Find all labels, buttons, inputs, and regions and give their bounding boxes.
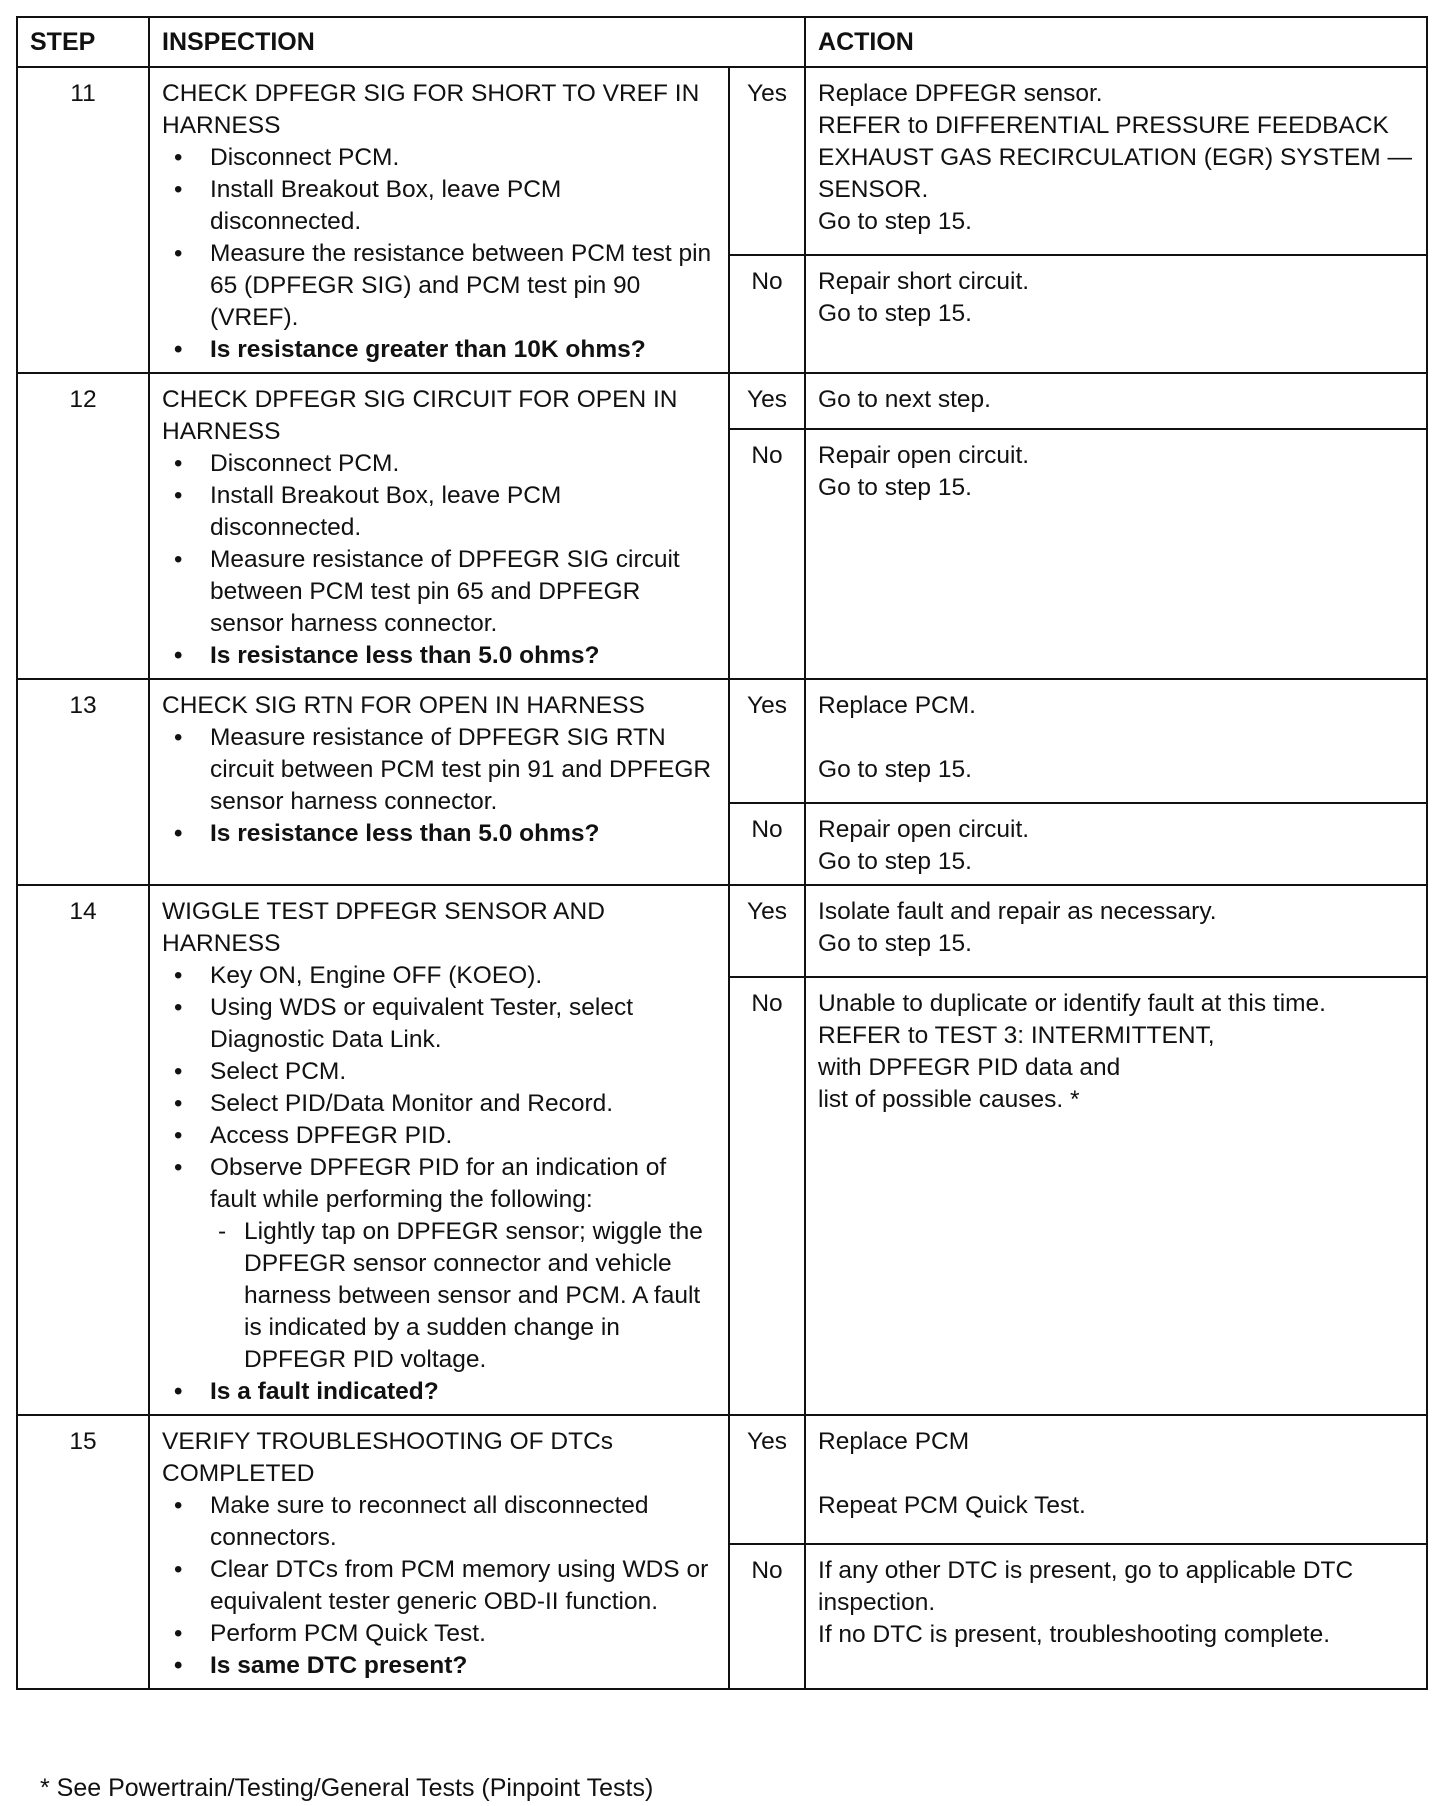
no-action: [805, 1544, 1427, 1689]
inspection-title: CHECK SIG RTN FOR OPEN IN HARNESS: [162, 692, 645, 719]
inspection-bullet: • Disconnect PCM.: [162, 142, 716, 174]
inspection-bullet: • Make sure to reconnect all disconnected connectors.: [162, 1490, 716, 1554]
inspection-bullet: • Install Breakout Box, leave PCM disconnected.: [162, 480, 716, 544]
inspection-sub-bullet: - Lightly tap on DPFEGR sensor; wiggle the DPFEGR sensor connector and vehicle harness between sensor and PCM. A fault is indicated by a sudden change in DPFEGR PID voltage.: [210, 1216, 716, 1376]
footnote: * See Powertrain/Testing/General Tests (Pinpoint Tests): [40, 1774, 654, 1802]
action-line: Repeat PCM Quick Test.: [818, 1492, 1086, 1519]
step-row: [17, 885, 1427, 977]
inspection-cell: [149, 679, 729, 885]
sub-steps: [210, 1216, 716, 1376]
inspection-column-header: INSPECTION: [149, 17, 805, 67]
inspection-question: • Is resistance greater than 10K ohms?: [162, 334, 716, 366]
inspection-question: • Is a fault indicated?: [162, 1376, 716, 1408]
no-action: [805, 255, 1427, 373]
no-label: No: [729, 803, 805, 885]
no-action: [805, 803, 1427, 885]
yes-action: [805, 1415, 1427, 1544]
yes-label: Yes: [729, 67, 805, 255]
action-line: Go to step 15.: [818, 848, 972, 875]
step-number: 15: [17, 1415, 149, 1689]
action-line: Replace PCM.: [818, 692, 976, 719]
no-action: [805, 977, 1427, 1415]
inspection-bullet: • Install Breakout Box, leave PCM disconnected.: [162, 174, 716, 238]
inspection-question: • Is resistance less than 5.0 ohms?: [162, 818, 716, 850]
action-line: Go to step 15.: [818, 930, 972, 957]
action-line: REFER to DIFFERENTIAL PRESSURE FEEDBACK EXHAUST GAS RECIRCULATION (EGR) SYSTEM — SENSOR.: [818, 112, 1412, 203]
inspection-bullet: • Measure resistance of DPFEGR SIG circuit between PCM test pin 65 and DPFEGR sensor harness connector.: [162, 544, 716, 640]
inspection-bullet: • Clear DTCs from PCM memory using WDS or equivalent tester generic OBD-II function.: [162, 1554, 716, 1618]
no-label: No: [729, 1544, 805, 1689]
action-line: Unable to duplicate or identify fault at this time.: [818, 989, 1326, 1017]
step-column-header: STEP: [17, 17, 149, 67]
inspection-question: • Is same DTC present?: [162, 1650, 716, 1682]
action-line: list of possible causes. *: [818, 1085, 1080, 1113]
action-line: Repair open circuit.: [818, 816, 1030, 843]
yes-action: [805, 67, 1427, 255]
action-line: Isolate fault and repair as necessary.: [818, 898, 1217, 925]
step-number: 11: [17, 67, 149, 373]
no-action: [805, 429, 1427, 679]
action-line: If any other DTC is present, go to applicable DTC inspection.: [818, 1556, 1354, 1616]
step-number: 12: [17, 373, 149, 679]
action-line: If no DTC is present, troubleshooting complete.: [818, 1620, 1331, 1648]
inspection-title: VERIFY TROUBLESHOOTING OF DTCs COMPLETED: [162, 1428, 614, 1487]
action-line: Go to step 15.: [818, 473, 972, 501]
action-line: [818, 1458, 1414, 1490]
inspection-title: CHECK DPFEGR SIG CIRCUIT FOR OPEN IN HARNESS: [162, 386, 678, 445]
inspection-question: • Is resistance less than 5.0 ohms?: [162, 640, 716, 672]
step-row: [17, 1415, 1427, 1544]
inspection-steps: [162, 722, 716, 850]
action-line: with DPFEGR PID data and: [818, 1053, 1121, 1081]
yes-action: [805, 885, 1427, 977]
inspection-cell: [149, 885, 729, 1415]
header-row: [17, 17, 1427, 67]
action-line: Repair open circuit.: [818, 441, 1030, 469]
inspection-bullet: • Measure resistance of DPFEGR SIG RTN circuit between PCM test pin 91 and DPFEGR sensor harness connector.: [162, 722, 716, 818]
table-body: [17, 67, 1427, 1689]
inspection-title: WIGGLE TEST DPFEGR SENSOR AND HARNESS: [162, 898, 605, 957]
action-line: Go to step 15.: [818, 756, 972, 783]
action-line: REFER to TEST 3: INTERMITTENT,: [818, 1021, 1215, 1049]
inspection-title: CHECK DPFEGR SIG FOR SHORT TO VREF IN HARNESS: [162, 80, 700, 139]
inspection-steps: [162, 1490, 716, 1682]
inspection-cell: [149, 1415, 729, 1689]
inspection-bullet: • Observe DPFEGR PID for an indication of fault while performing the following:: [162, 1152, 716, 1216]
yes-label: Yes: [729, 885, 805, 977]
action-column-header: ACTION: [805, 17, 1427, 67]
no-label: No: [729, 429, 805, 679]
inspection-bullet: • Disconnect PCM.: [162, 448, 716, 480]
action-line: [818, 722, 1414, 754]
action-line: Go to step 15.: [818, 208, 972, 235]
inspection-cell: [149, 373, 729, 679]
step-row: [17, 679, 1427, 803]
inspection-bullet: • Using WDS or equivalent Tester, select Diagnostic Data Link.: [162, 992, 716, 1056]
no-label: No: [729, 255, 805, 373]
inspection-bullet: • Access DPFEGR PID.: [162, 1120, 716, 1152]
sub-bullet-container: [162, 1216, 716, 1376]
action-line: Replace PCM: [818, 1428, 970, 1455]
inspection-cell: [149, 67, 729, 373]
yes-label: Yes: [729, 679, 805, 803]
step-number: 13: [17, 679, 149, 885]
action-line: Repair short circuit.: [818, 267, 1030, 295]
step-row: [17, 373, 1427, 429]
inspection-bullet: • Select PID/Data Monitor and Record.: [162, 1088, 716, 1120]
step-number: 14: [17, 885, 149, 1415]
yes-label: Yes: [729, 373, 805, 429]
inspection-bullet: • Key ON, Engine OFF (KOEO).: [162, 960, 716, 992]
yes-label: Yes: [729, 1415, 805, 1544]
step-row: [17, 67, 1427, 255]
inspection-bullet: • Select PCM.: [162, 1056, 716, 1088]
inspection-bullet: • Perform PCM Quick Test.: [162, 1618, 716, 1650]
yes-action: [805, 373, 1427, 429]
inspection-steps: [162, 448, 716, 672]
no-label: No: [729, 977, 805, 1415]
inspection-steps: [162, 960, 716, 1408]
inspection-bullet: • Measure the resistance between PCM test pin 65 (DPFEGR SIG) and PCM test pin 90 (VREF).: [162, 238, 716, 334]
action-line: Go to step 15.: [818, 299, 972, 327]
document: [16, 16, 1426, 1802]
action-line: Go to next step.: [818, 386, 991, 413]
action-line: Replace DPFEGR sensor.: [818, 80, 1103, 107]
inspection-table: [16, 16, 1428, 1690]
inspection-steps: [162, 142, 716, 366]
yes-action: [805, 679, 1427, 803]
